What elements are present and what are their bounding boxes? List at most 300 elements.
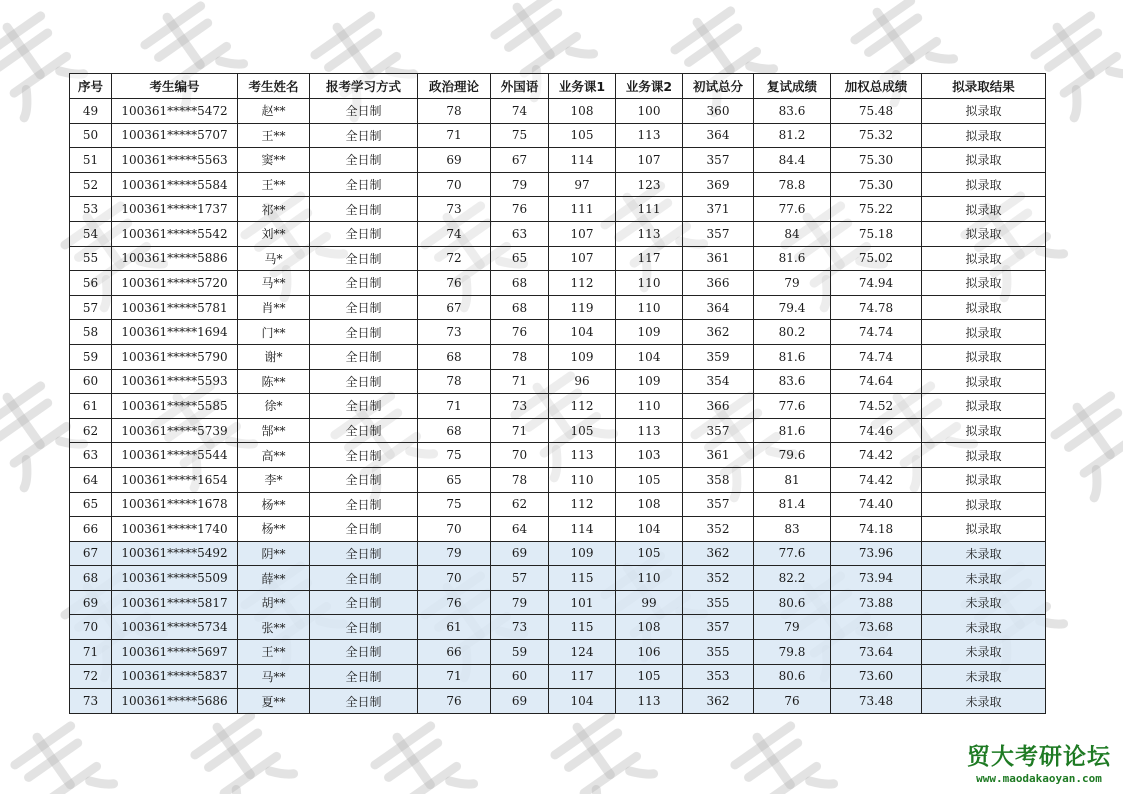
cell-candidate-id: 100361*****5720 xyxy=(112,271,238,296)
cell-retest-score: 79 xyxy=(754,615,831,640)
cell-course1: 119 xyxy=(549,295,616,320)
cell-politics: 78 xyxy=(418,99,491,124)
cell-politics: 67 xyxy=(418,295,491,320)
cell-seq: 72 xyxy=(70,664,112,689)
table-row xyxy=(70,492,1046,517)
cell-study-mode: 全日制 xyxy=(310,418,418,443)
cell-admission-result: 未录取 xyxy=(922,566,1046,591)
cell-foreign-language: 71 xyxy=(491,369,549,394)
cell-candidate-id: 100361*****5686 xyxy=(112,689,238,714)
cell-foreign-language: 73 xyxy=(491,615,549,640)
cell-prelim-total: 366 xyxy=(683,394,754,419)
cell-weighted-total: 75.22 xyxy=(831,197,922,222)
cell-course1: 115 xyxy=(549,566,616,591)
cell-retest-score: 77.6 xyxy=(754,541,831,566)
cell-prelim-total: 364 xyxy=(683,295,754,320)
cell-foreign-language: 69 xyxy=(491,541,549,566)
cell-politics: 69 xyxy=(418,148,491,173)
cell-candidate-id: 100361*****5781 xyxy=(112,295,238,320)
cell-politics: 76 xyxy=(418,689,491,714)
cell-admission-result: 拟录取 xyxy=(922,418,1046,443)
cell-candidate-id: 100361*****5563 xyxy=(112,148,238,173)
cell-weighted-total: 74.74 xyxy=(831,320,922,345)
cell-seq: 68 xyxy=(70,566,112,591)
cell-course2: 99 xyxy=(616,590,683,615)
cell-retest-score: 79 xyxy=(754,271,831,296)
cell-weighted-total: 74.42 xyxy=(831,467,922,492)
cell-foreign-language: 67 xyxy=(491,148,549,173)
table-row xyxy=(70,221,1046,246)
cell-admission-result: 拟录取 xyxy=(922,344,1046,369)
cell-course1: 107 xyxy=(549,246,616,271)
cell-weighted-total: 74.52 xyxy=(831,394,922,419)
cell-course1: 107 xyxy=(549,221,616,246)
cell-candidate-name: 胡** xyxy=(238,590,310,615)
cell-retest-score: 81.6 xyxy=(754,418,831,443)
cell-prelim-total: 352 xyxy=(683,517,754,542)
cell-politics: 71 xyxy=(418,123,491,148)
cell-course2: 110 xyxy=(616,295,683,320)
cell-candidate-id: 100361*****5585 xyxy=(112,394,238,419)
cell-seq: 54 xyxy=(70,221,112,246)
results-table xyxy=(69,73,1046,714)
table-row xyxy=(70,246,1046,271)
cell-course2: 104 xyxy=(616,517,683,542)
column-header-course2: 业务课2 xyxy=(616,74,683,99)
cell-foreign-language: 74 xyxy=(491,99,549,124)
cell-course2: 113 xyxy=(616,123,683,148)
cell-foreign-language: 60 xyxy=(491,664,549,689)
cell-candidate-name: 马* xyxy=(238,246,310,271)
cell-study-mode: 全日制 xyxy=(310,517,418,542)
cell-candidate-id: 100361*****1737 xyxy=(112,197,238,222)
cell-politics: 70 xyxy=(418,517,491,542)
cell-weighted-total: 73.68 xyxy=(831,615,922,640)
cell-course1: 112 xyxy=(549,271,616,296)
cell-study-mode: 全日制 xyxy=(310,369,418,394)
cell-candidate-id: 100361*****5707 xyxy=(112,123,238,148)
cell-candidate-id: 100361*****1740 xyxy=(112,517,238,542)
cell-candidate-id: 100361*****1654 xyxy=(112,467,238,492)
watermark-glyph xyxy=(6,717,115,794)
cell-prelim-total: 355 xyxy=(683,590,754,615)
cell-weighted-total: 74.40 xyxy=(831,492,922,517)
cell-weighted-total: 73.94 xyxy=(831,566,922,591)
cell-study-mode: 全日制 xyxy=(310,99,418,124)
cell-course2: 117 xyxy=(616,246,683,271)
cell-politics: 71 xyxy=(418,664,491,689)
cell-admission-result: 未录取 xyxy=(922,541,1046,566)
cell-retest-score: 81.6 xyxy=(754,344,831,369)
cell-foreign-language: 79 xyxy=(491,172,549,197)
cell-prelim-total: 357 xyxy=(683,148,754,173)
cell-candidate-id: 100361*****5492 xyxy=(112,541,238,566)
cell-admission-result: 拟录取 xyxy=(922,295,1046,320)
cell-candidate-name: 祁** xyxy=(238,197,310,222)
cell-seq: 49 xyxy=(70,99,112,124)
cell-politics: 74 xyxy=(418,221,491,246)
cell-course2: 108 xyxy=(616,492,683,517)
cell-course2: 100 xyxy=(616,99,683,124)
cell-course1: 101 xyxy=(549,590,616,615)
cell-politics: 70 xyxy=(418,566,491,591)
forum-name: 贸大考研论坛 xyxy=(967,744,1111,770)
cell-candidate-id: 100361*****5734 xyxy=(112,615,238,640)
table-row xyxy=(70,369,1046,394)
cell-retest-score: 83.6 xyxy=(754,99,831,124)
cell-prelim-total: 359 xyxy=(683,344,754,369)
cell-seq: 56 xyxy=(70,271,112,296)
cell-admission-result: 拟录取 xyxy=(922,517,1046,542)
cell-retest-score: 79.8 xyxy=(754,640,831,665)
cell-study-mode: 全日制 xyxy=(310,221,418,246)
cell-seq: 52 xyxy=(70,172,112,197)
table-row xyxy=(70,148,1046,173)
column-header-admission-result: 拟录取结果 xyxy=(922,74,1046,99)
cell-politics: 72 xyxy=(418,246,491,271)
cell-retest-score: 79.4 xyxy=(754,295,831,320)
forum-url: www.maodakaoyan.com xyxy=(976,772,1102,785)
cell-weighted-total: 75.18 xyxy=(831,221,922,246)
watermark-glyph xyxy=(366,717,475,794)
cell-candidate-name: 薛** xyxy=(238,566,310,591)
cell-course2: 113 xyxy=(616,689,683,714)
cell-study-mode: 全日制 xyxy=(310,443,418,468)
cell-candidate-name: 门** xyxy=(238,320,310,345)
cell-study-mode: 全日制 xyxy=(310,123,418,148)
cell-politics: 68 xyxy=(418,344,491,369)
cell-prelim-total: 354 xyxy=(683,369,754,394)
cell-seq: 63 xyxy=(70,443,112,468)
cell-foreign-language: 76 xyxy=(491,320,549,345)
cell-retest-score: 84 xyxy=(754,221,831,246)
cell-candidate-name: 刘** xyxy=(238,221,310,246)
cell-seq: 64 xyxy=(70,467,112,492)
table-row xyxy=(70,344,1046,369)
cell-seq: 58 xyxy=(70,320,112,345)
cell-course2: 105 xyxy=(616,541,683,566)
cell-politics: 61 xyxy=(418,615,491,640)
cell-weighted-total: 74.42 xyxy=(831,443,922,468)
cell-retest-score: 80.6 xyxy=(754,590,831,615)
cell-candidate-id: 100361*****5817 xyxy=(112,590,238,615)
cell-admission-result: 拟录取 xyxy=(922,369,1046,394)
cell-admission-result: 未录取 xyxy=(922,664,1046,689)
cell-candidate-name: 夏** xyxy=(238,689,310,714)
cell-seq: 67 xyxy=(70,541,112,566)
cell-course2: 110 xyxy=(616,271,683,296)
cell-seq: 62 xyxy=(70,418,112,443)
cell-weighted-total: 73.88 xyxy=(831,590,922,615)
table-body xyxy=(70,99,1046,714)
cell-foreign-language: 78 xyxy=(491,467,549,492)
cell-course1: 114 xyxy=(549,517,616,542)
table-header-row xyxy=(70,74,1046,99)
cell-foreign-language: 64 xyxy=(491,517,549,542)
cell-course1: 112 xyxy=(549,492,616,517)
cell-retest-score: 81.2 xyxy=(754,123,831,148)
cell-weighted-total: 74.18 xyxy=(831,517,922,542)
cell-admission-result: 未录取 xyxy=(922,590,1046,615)
table-row xyxy=(70,590,1046,615)
cell-study-mode: 全日制 xyxy=(310,541,418,566)
cell-retest-score: 83.6 xyxy=(754,369,831,394)
cell-weighted-total: 75.30 xyxy=(831,172,922,197)
cell-politics: 71 xyxy=(418,394,491,419)
cell-retest-score: 81 xyxy=(754,467,831,492)
cell-foreign-language: 63 xyxy=(491,221,549,246)
watermark-glyph xyxy=(1046,387,1123,498)
cell-prelim-total: 361 xyxy=(683,246,754,271)
cell-retest-score: 82.2 xyxy=(754,566,831,591)
cell-politics: 70 xyxy=(418,172,491,197)
cell-seq: 59 xyxy=(70,344,112,369)
cell-study-mode: 全日制 xyxy=(310,590,418,615)
cell-candidate-name: 马** xyxy=(238,664,310,689)
forum-logo xyxy=(959,742,1119,786)
cell-prelim-total: 355 xyxy=(683,640,754,665)
cell-admission-result: 拟录取 xyxy=(922,271,1046,296)
cell-foreign-language: 62 xyxy=(491,492,549,517)
cell-course2: 105 xyxy=(616,467,683,492)
cell-admission-result: 拟录取 xyxy=(922,246,1046,271)
cell-study-mode: 全日制 xyxy=(310,689,418,714)
cell-candidate-name: 杨** xyxy=(238,492,310,517)
column-header-study-mode: 报考学习方式 xyxy=(310,74,418,99)
cell-candidate-name: 马** xyxy=(238,271,310,296)
cell-seq: 69 xyxy=(70,590,112,615)
cell-study-mode: 全日制 xyxy=(310,467,418,492)
cell-study-mode: 全日制 xyxy=(310,640,418,665)
table-row xyxy=(70,443,1046,468)
cell-foreign-language: 79 xyxy=(491,590,549,615)
cell-candidate-id: 100361*****5509 xyxy=(112,566,238,591)
cell-study-mode: 全日制 xyxy=(310,295,418,320)
table-row xyxy=(70,172,1046,197)
cell-candidate-id: 100361*****5739 xyxy=(112,418,238,443)
cell-prelim-total: 362 xyxy=(683,541,754,566)
cell-seq: 71 xyxy=(70,640,112,665)
cell-seq: 51 xyxy=(70,148,112,173)
column-header-retest-score: 复试成绩 xyxy=(754,74,831,99)
cell-prelim-total: 366 xyxy=(683,271,754,296)
watermark-glyph xyxy=(186,707,295,794)
cell-admission-result: 拟录取 xyxy=(922,443,1046,468)
cell-course1: 115 xyxy=(549,615,616,640)
cell-course2: 113 xyxy=(616,221,683,246)
column-header-prelim-total: 初试总分 xyxy=(683,74,754,99)
cell-candidate-id: 100361*****5790 xyxy=(112,344,238,369)
cell-weighted-total: 73.48 xyxy=(831,689,922,714)
table-row xyxy=(70,689,1046,714)
cell-admission-result: 拟录取 xyxy=(922,320,1046,345)
table-row xyxy=(70,394,1046,419)
cell-course2: 107 xyxy=(616,148,683,173)
cell-candidate-name: 肖** xyxy=(238,295,310,320)
table-row xyxy=(70,123,1046,148)
cell-course2: 113 xyxy=(616,418,683,443)
cell-retest-score: 77.6 xyxy=(754,197,831,222)
cell-admission-result: 未录取 xyxy=(922,640,1046,665)
cell-admission-result: 拟录取 xyxy=(922,172,1046,197)
cell-weighted-total: 73.60 xyxy=(831,664,922,689)
column-header-course1: 业务课1 xyxy=(549,74,616,99)
cell-candidate-id: 100361*****1694 xyxy=(112,320,238,345)
cell-course1: 110 xyxy=(549,467,616,492)
cell-course2: 104 xyxy=(616,344,683,369)
cell-course2: 108 xyxy=(616,615,683,640)
cell-prelim-total: 357 xyxy=(683,221,754,246)
watermark-glyph xyxy=(726,717,835,794)
cell-candidate-id: 100361*****5837 xyxy=(112,664,238,689)
cell-retest-score: 79.6 xyxy=(754,443,831,468)
cell-candidate-name: 张** xyxy=(238,615,310,640)
cell-admission-result: 拟录取 xyxy=(922,99,1046,124)
cell-admission-result: 拟录取 xyxy=(922,492,1046,517)
cell-study-mode: 全日制 xyxy=(310,172,418,197)
cell-candidate-name: 徐* xyxy=(238,394,310,419)
cell-seq: 65 xyxy=(70,492,112,517)
cell-foreign-language: 68 xyxy=(491,295,549,320)
cell-foreign-language: 70 xyxy=(491,443,549,468)
cell-course1: 114 xyxy=(549,148,616,173)
cell-prelim-total: 357 xyxy=(683,615,754,640)
table-row xyxy=(70,418,1046,443)
table-row xyxy=(70,271,1046,296)
cell-course2: 111 xyxy=(616,197,683,222)
cell-admission-result: 拟录取 xyxy=(922,221,1046,246)
cell-prelim-total: 364 xyxy=(683,123,754,148)
column-header-politics: 政治理论 xyxy=(418,74,491,99)
cell-course2: 109 xyxy=(616,320,683,345)
cell-admission-result: 拟录取 xyxy=(922,148,1046,173)
cell-prelim-total: 357 xyxy=(683,492,754,517)
cell-prelim-total: 361 xyxy=(683,443,754,468)
cell-course2: 106 xyxy=(616,640,683,665)
cell-study-mode: 全日制 xyxy=(310,246,418,271)
cell-weighted-total: 74.94 xyxy=(831,271,922,296)
cell-weighted-total: 75.30 xyxy=(831,148,922,173)
table-row xyxy=(70,197,1046,222)
cell-weighted-total: 75.02 xyxy=(831,246,922,271)
cell-weighted-total: 73.64 xyxy=(831,640,922,665)
table-row xyxy=(70,664,1046,689)
cell-politics: 79 xyxy=(418,541,491,566)
cell-prelim-total: 358 xyxy=(683,467,754,492)
cell-politics: 75 xyxy=(418,492,491,517)
cell-study-mode: 全日制 xyxy=(310,492,418,517)
cell-study-mode: 全日制 xyxy=(310,566,418,591)
cell-candidate-name: 王** xyxy=(238,640,310,665)
cell-foreign-language: 59 xyxy=(491,640,549,665)
cell-candidate-id: 100361*****5886 xyxy=(112,246,238,271)
cell-candidate-name: 郜** xyxy=(238,418,310,443)
cell-study-mode: 全日制 xyxy=(310,197,418,222)
cell-course1: 117 xyxy=(549,664,616,689)
cell-seq: 66 xyxy=(70,517,112,542)
cell-admission-result: 未录取 xyxy=(922,615,1046,640)
cell-course2: 105 xyxy=(616,664,683,689)
watermark-glyph xyxy=(546,707,655,794)
cell-weighted-total: 74.64 xyxy=(831,369,922,394)
column-header-seq: 序号 xyxy=(70,74,112,99)
cell-foreign-language: 69 xyxy=(491,689,549,714)
column-header-weighted-total: 加权总成绩 xyxy=(831,74,922,99)
table-row xyxy=(70,467,1046,492)
column-header-foreign-language: 外国语 xyxy=(491,74,549,99)
cell-course1: 105 xyxy=(549,418,616,443)
cell-candidate-name: 赵** xyxy=(238,99,310,124)
cell-foreign-language: 57 xyxy=(491,566,549,591)
cell-politics: 76 xyxy=(418,590,491,615)
cell-candidate-name: 阴** xyxy=(238,541,310,566)
cell-course2: 103 xyxy=(616,443,683,468)
cell-candidate-id: 100361*****5697 xyxy=(112,640,238,665)
table-row xyxy=(70,517,1046,542)
cell-retest-score: 77.6 xyxy=(754,394,831,419)
cell-prelim-total: 362 xyxy=(683,689,754,714)
cell-admission-result: 拟录取 xyxy=(922,394,1046,419)
cell-weighted-total: 73.96 xyxy=(831,541,922,566)
cell-course2: 123 xyxy=(616,172,683,197)
cell-course1: 113 xyxy=(549,443,616,468)
cell-candidate-id: 100361*****5593 xyxy=(112,369,238,394)
cell-foreign-language: 71 xyxy=(491,418,549,443)
cell-foreign-language: 75 xyxy=(491,123,549,148)
cell-retest-score: 83 xyxy=(754,517,831,542)
cell-admission-result: 拟录取 xyxy=(922,197,1046,222)
cell-retest-score: 76 xyxy=(754,689,831,714)
cell-seq: 70 xyxy=(70,615,112,640)
cell-retest-score: 80.2 xyxy=(754,320,831,345)
cell-weighted-total: 75.48 xyxy=(831,99,922,124)
cell-prelim-total: 360 xyxy=(683,99,754,124)
cell-politics: 73 xyxy=(418,320,491,345)
cell-course1: 111 xyxy=(549,197,616,222)
cell-seq: 55 xyxy=(70,246,112,271)
column-header-candidate-id: 考生编号 xyxy=(112,74,238,99)
table-row xyxy=(70,320,1046,345)
cell-politics: 75 xyxy=(418,443,491,468)
cell-retest-score: 78.8 xyxy=(754,172,831,197)
cell-course2: 110 xyxy=(616,566,683,591)
table-row xyxy=(70,566,1046,591)
cell-study-mode: 全日制 xyxy=(310,615,418,640)
cell-candidate-id: 100361*****5544 xyxy=(112,443,238,468)
cell-study-mode: 全日制 xyxy=(310,148,418,173)
cell-politics: 73 xyxy=(418,197,491,222)
cell-candidate-name: 李* xyxy=(238,467,310,492)
cell-politics: 78 xyxy=(418,369,491,394)
cell-prelim-total: 353 xyxy=(683,664,754,689)
cell-prelim-total: 369 xyxy=(683,172,754,197)
cell-course2: 109 xyxy=(616,369,683,394)
cell-candidate-name: 窦** xyxy=(238,148,310,173)
cell-course1: 104 xyxy=(549,320,616,345)
cell-candidate-name: 王** xyxy=(238,172,310,197)
cell-prelim-total: 371 xyxy=(683,197,754,222)
cell-study-mode: 全日制 xyxy=(310,664,418,689)
cell-seq: 61 xyxy=(70,394,112,419)
cell-retest-score: 81.6 xyxy=(754,246,831,271)
cell-seq: 60 xyxy=(70,369,112,394)
cell-study-mode: 全日制 xyxy=(310,271,418,296)
cell-weighted-total: 74.46 xyxy=(831,418,922,443)
cell-prelim-total: 357 xyxy=(683,418,754,443)
table-row xyxy=(70,295,1046,320)
cell-foreign-language: 73 xyxy=(491,394,549,419)
cell-course1: 97 xyxy=(549,172,616,197)
